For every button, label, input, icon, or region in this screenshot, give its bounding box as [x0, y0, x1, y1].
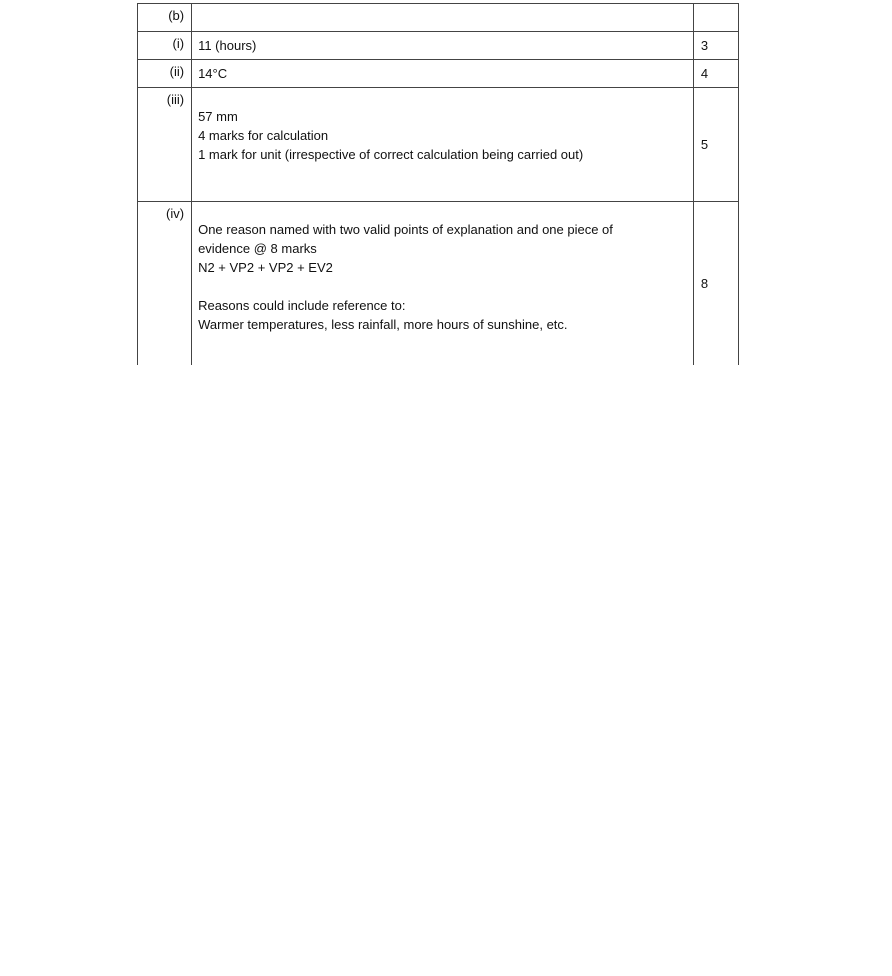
part-label: (iv)	[138, 202, 192, 366]
answer-line: 14°C	[198, 66, 228, 81]
part-label: (i)	[138, 32, 192, 60]
answer-line: 4 marks for calculation	[198, 128, 329, 143]
table-row	[138, 60, 739, 88]
answer-cell	[192, 88, 694, 202]
blank-line	[198, 277, 685, 296]
table-row	[138, 202, 739, 366]
table-row	[138, 88, 739, 202]
answer-line: 11 (hours)	[198, 38, 257, 53]
mark-cell: 4	[693, 60, 738, 88]
answer-line: 1 mark for unit (irrespective of correct calculation being carried out)	[198, 147, 584, 162]
part-label: (iii)	[138, 88, 192, 202]
mark-cell	[693, 4, 738, 32]
mark-cell: 8	[693, 202, 738, 366]
mark-cell: 5	[693, 88, 738, 202]
answer-line: Warmer temperatures, less rainfall, more hours of sunshine, etc.	[198, 317, 568, 332]
answer-cell	[192, 4, 694, 32]
part-label: (b)	[138, 4, 192, 32]
table-row	[138, 4, 739, 32]
answer-cell	[192, 32, 694, 60]
answer-cell	[192, 202, 694, 366]
table-row	[138, 32, 739, 60]
answer-line: N2 + VP2 + VP2 + EV2	[198, 260, 333, 275]
mark-cell: 3	[693, 32, 738, 60]
mark-scheme-table	[137, 3, 739, 365]
part-label: (ii)	[138, 60, 192, 88]
answer-line: Reasons could include reference to:	[198, 298, 406, 313]
answer-line: evidence @ 8 marks	[198, 241, 317, 256]
answer-cell	[192, 60, 694, 88]
answer-line: 57 mm	[198, 109, 238, 124]
answer-line: One reason named with two valid points of explanation and one piece of	[198, 222, 613, 237]
